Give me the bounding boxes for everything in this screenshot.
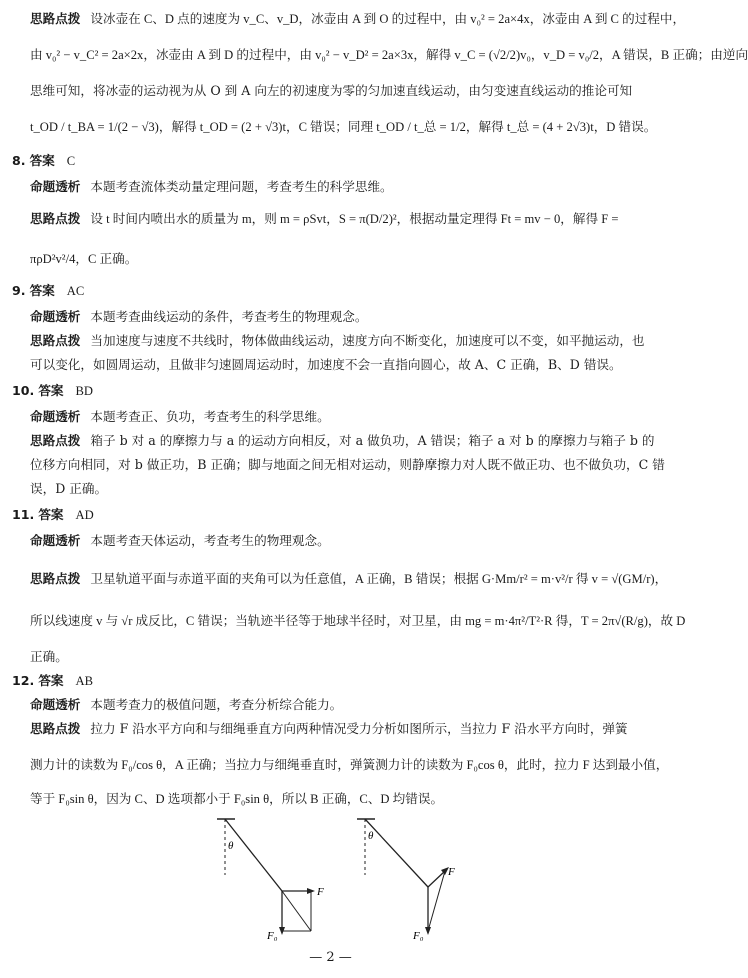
q7-text-3 <box>30 82 632 100</box>
q12-number: 12. <box>12 673 35 688</box>
q10-approach-1: 箱子 b 对 a 的摩擦力与 a 的运动方向相反，对 a 做负功，A 错误；箱子 a 对 b 的摩擦力与箱子 b 的 <box>90 433 655 448</box>
q11-purpose: 本题考查天体运动，考查考生的物理观念。 <box>90 533 330 548</box>
q10-answer-line <box>12 382 93 400</box>
q12-approach-line-2 <box>30 756 668 774</box>
q10-purpose: 本题考查正、负功，考查考生的科学思维。 <box>90 409 330 424</box>
q8-approach-1: 设 t 时间内喷出水的质量为 m，则 m = ρSvt，S = π(D/2)²，根据动量定理得 Ft = mv − 0，解得 F = <box>90 212 619 226</box>
q9-answer-line <box>12 282 84 300</box>
q7-text-3-span: 思维可知，将冰壶的运动视为从 O 到 A 向左的初速度为零的匀加速直线运动，由匀变速直线运动的推论可知 <box>30 83 633 98</box>
purpose-label: 命题透析 <box>30 179 81 194</box>
q9-purpose: 本题考查曲线运动的条件，考查考生的物理观念。 <box>90 309 368 324</box>
weight-label: F₀ <box>413 930 424 942</box>
q7-text-2 <box>30 46 748 64</box>
parallelogram-diagonal <box>282 891 311 931</box>
answer-label: 答案 <box>29 283 55 298</box>
q9-answer: AC <box>66 284 85 298</box>
approach-label: 思路点拨 <box>30 571 81 586</box>
q11-approach-2: 所以线速度 v 与 √r 成反比，C 错误；当轨迹半径等于地球半径时，对卫星，由 mg = m·4π²/T²·R 得，T = 2π√(R/g)，故 D <box>30 614 686 628</box>
answer-label: 答案 <box>29 153 55 168</box>
q11-approach-line-3 <box>30 648 68 666</box>
q10-number: 10. <box>12 383 35 398</box>
force-diagram-horizontal <box>215 815 335 943</box>
rope-line <box>225 819 282 891</box>
q11-answer-line <box>12 506 94 524</box>
q7-text-4 <box>30 118 656 136</box>
q10-approach-2: 位移方向相同，对 b 做正功，B 正确；脚与地面之间无相对运动，则静摩擦力对人既不做正功、也不做负功，C 错 <box>30 457 665 472</box>
q11-approach-3: 正确。 <box>30 649 68 664</box>
q7-text-1: 设冰壶在 C、D 点的速度为 v_C、v_D，冰壶由 A 到 O 的过程中，由 v₀² = 2a×4x，冰壶由 A 到 C 的过程中， <box>90 12 686 26</box>
q8-answer-line <box>12 152 75 170</box>
q11-answer: AD <box>75 508 94 522</box>
q8-purpose-line <box>30 178 393 196</box>
q12-answer: AB <box>75 674 94 688</box>
purpose-label: 命题透析 <box>30 409 81 424</box>
q12-approach-2: 测力计的读数为 F₀/cos θ，A 正确；当拉力与细绳垂直时，弹簧测力计的读数为 F₀cos θ，此时，拉力 F 达到最小值， <box>30 758 669 772</box>
answer-label: 答案 <box>38 673 64 688</box>
q8-purpose: 本题考查流体类动量定理问题，考查考生的科学思维。 <box>90 179 393 194</box>
q7-approach-line-1 <box>30 10 685 28</box>
theta-label: θ <box>228 840 234 852</box>
q9-approach-2: 可以变化，如圆周运动，且做非匀速圆周运动时，加速度不会一直指向圆心，故 A、C 正确，B、D 错误。 <box>30 357 622 372</box>
q12-approach-3: 等于 F₀sin θ，因为 C、D 选项都小于 F₀sin θ，所以 B 正确，C、D 均错误。 <box>30 792 444 806</box>
q7-text-2-span: 由 v₀² − v_C² = 2a×2x，冰壶由 A 到 D 的过程中，由 v₀² − v_D² = 2a×3x，解得 v_C = (√2/2)v₀，v_D = v₀/2，A 错误，B 正确；由逆向 <box>30 48 748 62</box>
rope-line <box>365 819 428 887</box>
q12-approach-line-3 <box>30 790 443 808</box>
q10-approach-line-1 <box>30 432 655 450</box>
theta-label: θ <box>368 830 374 842</box>
answer-label: 答案 <box>38 383 64 398</box>
approach-label: 思路点拨 <box>30 211 81 226</box>
q9-approach-1: 当加速度与速度不共线时，物体做曲线运动，速度方向不断变化，加速度可以不变，如平抛运动，也 <box>90 333 645 348</box>
purpose-label: 命题透析 <box>30 309 81 324</box>
force-label: F <box>317 886 324 898</box>
q12-approach-line-1 <box>30 720 628 738</box>
force-label: F <box>448 866 455 878</box>
force-diagram-perpendicular <box>355 815 475 943</box>
q10-purpose-line <box>30 408 330 426</box>
q12-purpose: 本题考查力的极值问题，考查分析综合能力。 <box>90 697 343 712</box>
purpose-label: 命题透析 <box>30 533 81 548</box>
q11-number: 11. <box>12 507 35 522</box>
q7-text-4-span: t_OD / t_BA = 1/(2 − √3)，解得 t_OD = (2 + √3)t，C 错误；同理 t_OD / t_总 = 1/2，解得 t_总 = (4 + 2√3)t，D 错误。 <box>30 120 657 134</box>
q8-approach-line-1 <box>30 210 618 228</box>
q8-approach-line-2 <box>30 250 137 268</box>
q11-approach-1: 卫星轨道平面与赤道平面的夹角可以为任意值，A 正确，B 错误；根据 G·Mm/r² = m·v²/r 得 v = √(GM/r)， <box>90 572 668 586</box>
q12-answer-line <box>12 672 93 690</box>
q8-approach-2: πρD²v²/4，C 正确。 <box>30 252 138 266</box>
approach-label: 思路点拨 <box>30 333 81 348</box>
triangle-side <box>428 871 445 931</box>
q8-answer: C <box>66 154 76 168</box>
weight-label: F₀ <box>267 930 278 942</box>
purpose-label: 命题透析 <box>30 697 81 712</box>
answer-label: 答案 <box>38 507 64 522</box>
approach-label: 思路点拨 <box>30 721 81 736</box>
q10-approach-3: 误，D 正确。 <box>30 481 108 496</box>
page-number: — 2 — <box>309 950 352 965</box>
q11-approach-line-2 <box>30 612 685 630</box>
q9-purpose-line <box>30 308 367 326</box>
q12-purpose-line <box>30 696 342 714</box>
q10-approach-line-3 <box>30 480 107 498</box>
approach-label: 思路点拨 <box>30 11 81 26</box>
q9-number: 9. <box>12 283 26 298</box>
q12-approach-1: 拉力 F 沿水平方向和与细绳垂直方向两种情况受力分析如图所示，当拉力 F 沿水平方向时，弹簧 <box>90 721 628 736</box>
q11-purpose-line <box>30 532 330 550</box>
q10-approach-line-2 <box>30 456 665 474</box>
q11-approach-line-1 <box>30 570 667 588</box>
q8-number: 8. <box>12 153 26 168</box>
approach-label: 思路点拨 <box>30 433 81 448</box>
q9-approach-line-1 <box>30 332 645 350</box>
q10-answer: BD <box>75 384 94 398</box>
q9-approach-line-2 <box>30 356 622 374</box>
